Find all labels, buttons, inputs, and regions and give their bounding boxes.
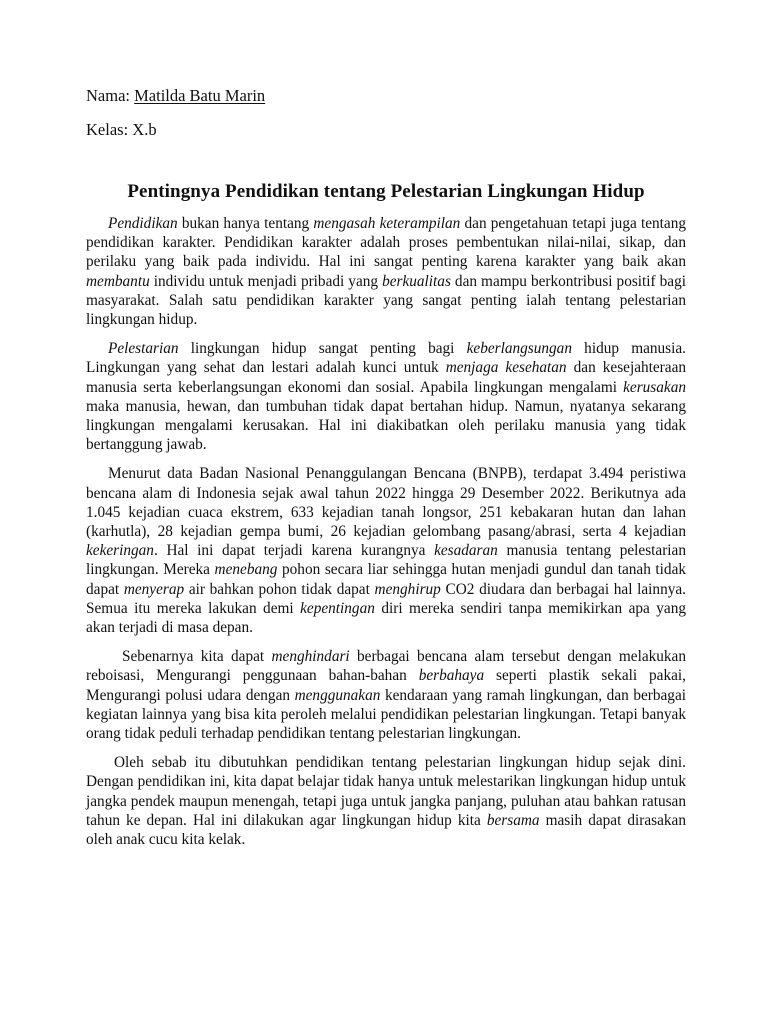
essay-body: [86, 214, 686, 849]
text-run: maka manusia, hewan, dan tumbuhan tidak dapat bertahan hidup. Namun, nyatanya sekarang lingkungan mengalami kerusakan. Hal ini diakibatkan oleh perilaku manusia yang tidak bertanggung jawab.: [86, 397, 686, 454]
italic-term: membantu: [86, 272, 150, 290]
italic-term: menghirup: [374, 580, 441, 598]
italic-term: bersama: [486, 811, 540, 829]
name-label: Nama:: [86, 86, 130, 105]
paragraph-4: [86, 647, 686, 743]
text-run: dan kesejahteraan manusia serta keberlangsungan ekonomi dan sosial. Apabila lingkungan mengalami: [86, 359, 687, 396]
italic-term: menebang: [214, 561, 278, 579]
italic-term: menjaga kesehatan: [445, 359, 567, 377]
italic-term: menghindari: [271, 648, 350, 666]
paragraph-5: [86, 753, 686, 849]
text-run: hidup manusia. Lingkungan yang sehat dan lestari adalah kunci untuk: [86, 340, 686, 377]
italic-term: berkualitas: [382, 272, 451, 290]
text-run: manusia tentang pelestarian lingkungan. Mereka: [86, 542, 686, 579]
italic-term: kerusakan: [623, 378, 686, 396]
paragraph-1: [86, 214, 686, 329]
italic-term: kesadaran: [434, 542, 498, 560]
class-line: [86, 120, 686, 140]
text-run: Oleh sebab itu dibutuhkan pendidikan tentang pelestarian lingkungan hidup sejak dini. Dengan pendidikan ini, kita dapat belajar tidak hanya untuk melestarikan lingkungan hidup untuk jangka pendek maupun menengah, tetapi juga untuk jangka panjang, puluhan atau bahkan ratusan tahun ke depan. Hal ini dilakukan agar lingkungan hidup kita: [86, 754, 686, 829]
text-run: pohon secara liar sehingga hutan menjadi gundul dan tanah tidak dapat: [86, 561, 687, 598]
italic-term: kekeringan: [86, 542, 154, 560]
italic-term: menyerap: [123, 580, 185, 598]
text-run: CO2 diudara dan berbagai hal lainnya. Semua itu mereka lakukan demi: [86, 580, 686, 617]
italic-term: menggunakan: [294, 686, 381, 704]
italic-term: Pendidikan: [108, 215, 178, 232]
class-value: X.b: [132, 120, 157, 139]
text-run: individu untuk menjadi pribadi yang: [149, 272, 383, 290]
italic-term: Pelestarian: [108, 340, 179, 358]
text-run: kendaraan yang ramah lingkungan, dan berbagai kegiatan lainnya yang bisa kita peroleh melalui pendidikan pelestarian lingkungan. Tetapi banyak orang tidak peduli terhadap pendidikan tentang pelestarian lingkungan.: [86, 686, 686, 743]
class-label: Kelas:: [86, 120, 129, 139]
paragraph-2: [86, 339, 686, 454]
text-run: masih dapat dirasakan oleh anak cucu kita kelak.: [86, 811, 686, 849]
italic-term: kepentingan: [300, 599, 375, 617]
text-run: bukan hanya tentang: [177, 215, 314, 232]
text-run: berbagai bencana alam tersebut dengan melakukan reboisasi, Mengurangi penggunaan bahan-bahan: [86, 648, 686, 685]
italic-term: mengasah keterampilan: [313, 215, 461, 232]
text-run: dan mampu berkontribusi positif bagi masyarakat. Salah satu pendidikan karakter yang sangat penting ialah tentang pelestarian lingkungan hidup.: [86, 272, 686, 329]
text-run: seperti plastik sekali pakai, Mengurangi polusi udara dengan: [86, 667, 686, 704]
text-run: Menurut data Badan Nasional Penanggulangan Bencana (BNPB), terdapat 3.494 peristiwa bencana alam di Indonesia sejak awal tahun 2022 hingga 29 Desember 2022. Berikutnya ada 1.045 kejadian cuaca ekstrem, 633 kejadian tanah longsor, 251 kebakaran hutan dan lahan (karhutla), 28 kejadian gempa bumi, 26 kejadian gelombang pasang/abrasi, serta 4 kejadian: [86, 465, 686, 541]
italic-term: keberlangsungan: [466, 340, 572, 358]
student-name: Matilda Batu Marin: [134, 86, 266, 105]
paragraph-3: [86, 464, 686, 637]
text-run: air bahkan pohon tidak dapat: [184, 580, 375, 598]
text-run: . Hal ini dapat terjadi karena kurangnya: [153, 542, 435, 560]
student-name-line: [86, 86, 686, 106]
text-run: lingkungan hidup sangat penting bagi: [178, 340, 467, 358]
text-run: diri mereka sendiri tanpa memikirkan apa yang akan terjadi di masa depan.: [86, 599, 686, 637]
text-run: dan pengetahuan tetapi juga tentang pendidikan karakter. Pendidikan karakter adalah proses pembentukan nilai-nilai, sikap, dan perilaku yang baik pada individu. Hal ini sangat penting karena karakter yang baik akan: [86, 215, 686, 271]
essay-title: Pentingnya Pendidikan tentang Pelestarian Lingkungan Hidup: [127, 181, 645, 202]
italic-term: berbahaya: [418, 667, 485, 685]
text-run: Sebenarnya kita dapat: [122, 648, 272, 666]
